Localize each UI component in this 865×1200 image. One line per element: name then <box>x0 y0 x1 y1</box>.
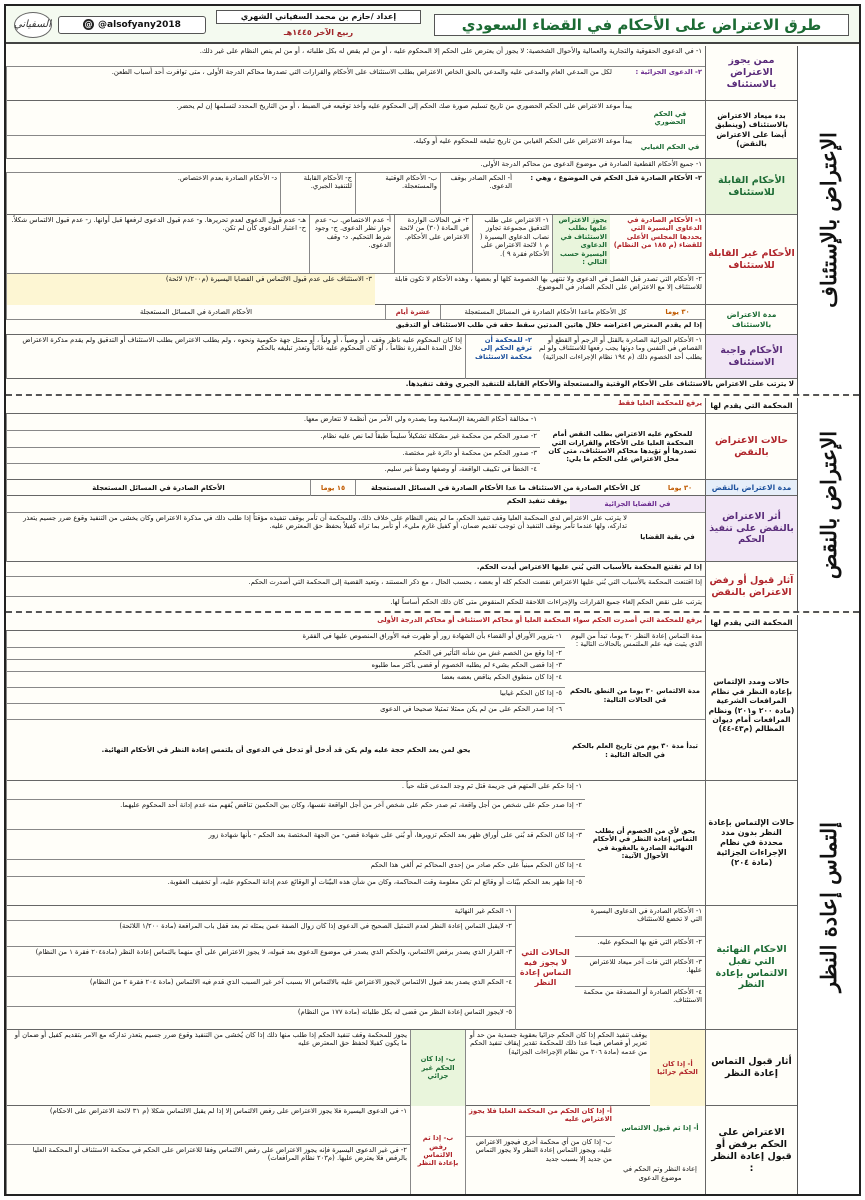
row-reconsideration-final <box>6 906 797 1030</box>
deadline-label: بدء ميعاد الاعتراض بالاستئناف (وينطبق أيضا على الاعتراض بالنقض) <box>705 101 797 158</box>
period-10-text: الأحكام الصادرة في المسائل المستعجلة <box>6 305 385 319</box>
presence-label: في الحكم الحضوري <box>653 109 687 126</box>
not-allowed-label: الحالات التي لا يجوز فيه التماس إعادة النظر <box>515 906 575 1030</box>
page-title: طرق الاعتراض على الأحكام في القضاء السعودي <box>434 14 849 36</box>
cassation-cases-label: حالات الاعتراض بالنقض <box>705 414 797 479</box>
period-note: إذا لم يقدم المعترض اعتراضه خلال هاتين المدتين سقط حقه في طلب الاستئناف أو التدقيق <box>6 319 705 335</box>
non-appealable-cases: ٢- في الحالات الواردة في المادة (٣٠) من لائحة الاعتراض على الأحكام. <box>394 215 472 273</box>
cassation-outcome-1: إذا لم تقتنع المحكمة بالأسباب التي بُني عليها الاعتراض أيدت الحكم. <box>476 563 702 571</box>
prepared-by: إعداد /حازم بن محمد السفياني الشهري <box>216 10 421 24</box>
row-cassation-period <box>6 480 797 496</box>
cassation-criminal: يوقف تنفيذ الحكم <box>6 496 570 512</box>
rejection-b2: ٢- في غير الدعوى اليسيرة فإنه يجوز الاعتراض على رفض الالتماس وفقا للاعتراض على الحكم في محكمة الاستئناف أو المحكمة العليا بالرفض فلا يعترض عليها. (م٢٠٣ نظام المرافعات) <box>6 1144 410 1196</box>
criminal-case-1: ١- إذا حكم على المتهم في جريمة قتل ثم وجد المدعى قتله حياً . <box>6 781 585 799</box>
cassation-effect-label: أثر الاعتراض بالنقض على تنفيذ الحكم <box>705 496 797 561</box>
rejection-b-label: ب- إذا تم رفض الالتماس بإعادة النظر <box>410 1106 465 1196</box>
mandatory-line1: ١- الأحكام الجزائية الصادرة بالقتل أو الرجم أو القطع أو القصاص في النفس وما دونها يجب رفعها للاستئناف ولو لم يطلب أحد الخصوم ذلك (م ١٩٤ نظام الإجراءات الجزائية) <box>539 336 702 361</box>
who-label: ممن يجوز الاعتراض بالاستئناف <box>705 46 797 100</box>
reconsideration-court-label: المحكمة التي يقدم لها <box>705 615 797 630</box>
cassation-court-label: المحكمة التي يقدم لها <box>705 398 797 413</box>
mandatory-line2-text: إذا كان المحكوم عليه ناظر وقف ، أو وصياً ، أو ولياً ، أو ممثل جهة حكومية ونحوه ، ولم يطلب الاعتراض بطلب الاستئناف أو التدقيق ولم يقدم مذكرة الاعتراض خلال المدة المقررة نظاماً ، أو كان المحكوم عليه غائباً وتعذر تبليغه بالحكم <box>6 335 465 379</box>
absence-label: في الحكم الغيابي <box>635 135 705 159</box>
who-line1: ١- في الدعوى الحقوقية والتجارية والعمالية والأحوال الشخصية: لا يجوز أن يعترض على الحكم إلا المحكوم عليه ، أو من لم يقض له بكل طلباته ، أو من لم ينص النظام على غير ذلك. <box>199 47 702 55</box>
rejection-label: الاعتراض على الحكم برفض أو قبول إعادة النظر : <box>705 1106 797 1196</box>
not-allowed-3: ٣- القرار الذي يصدر برفض الالتماس، والحكم الذي يصدر في موضوع الدعوى بعد قبوله، لا يجوز الاعتراض على أي منهما بالتماس إعادة النظر (مادة٢٠٤ فقرة ١ من النظام) <box>6 946 515 976</box>
effect-a: يوقف تنفيذ الحكم إذا كان الحكم جزائيا بعقوبة جسدية من حد أو تعزير أو قصاص فيما عدا ذلك للمحكمة تقدير إيقاف تنفيذ الحكم من عدمه (مادة ٢٠٦ من نظام الإجراءات الجزائية) <box>465 1030 650 1106</box>
section-reconsideration <box>6 615 859 1196</box>
reconsideration-case-5: ٥- إذا كان الحكم غيابيا <box>6 687 565 703</box>
period-10: عشرة أيام <box>385 305 440 319</box>
row-mandatory-appeal <box>6 335 797 379</box>
period-30: ٣٠ يوما <box>665 307 690 316</box>
non-appealable-label: الأحكام غير القابلة للاستئناف <box>705 215 797 304</box>
appealable-item-2: ب- الأحكام الوقتية والمستعجلة. <box>355 172 440 215</box>
signature-logo: ﺍﻟﺴﻔﻴﺎﻧﻲ <box>14 12 52 38</box>
at-icon: @ <box>84 20 93 29</box>
cassation-outcome-label: آثار قبول أو رفض الاعتراض بالنقض <box>705 562 797 611</box>
reconsideration-final-label: الاحكام النهائية التي تقبل الالتماس بإعادة النظر <box>705 906 797 1029</box>
poster <box>4 4 861 1196</box>
presence-text: يبدأ موعد الاعتراض على الحكم الحضوري من تاريخ تسليم صورة صك الحكم إلى المحكوم عليه وأخذ توقيعه في الضبط ، أو من التاريخ المحدد لتسلمها إن لم يحضر. <box>6 101 635 135</box>
date-label: ربيع الآخر ١٤٤٥هـ <box>283 28 354 37</box>
criminal-case-5: ٥- إذا ظهر بعد الحكم بيّنات أو وقائع لم تكن معلومة وقت المحاكمة، وكان من شأن هذه البيّنات أو الوقائع عدم إدانة المحكوم عليه، أو تخفيف العقوبة. <box>6 876 585 906</box>
cassation-criminal-label: في القضايا الجزائية <box>570 496 705 512</box>
not-allowed-4: ٤- الحكم الذي يصدر بعد قبول الالتماس لايجوز الاعتراض عليه بالالتماس الا بسبب آخر غير السبب الذي قدم فيه الالتماس (مادة ٢٠٤ فقرة ٢ من النظام) <box>6 976 515 1006</box>
cassation-case-3: ٣- صدور الحكم من محكمة أو دائرة غير مختصة. <box>6 447 540 463</box>
criminal-case-4: ٤- إذا كان الحكم مبنياً على حكم صادر من إحدى المحاكم ثم ألغي هذا الحكم <box>6 859 585 876</box>
non-appealable-line2: ٢- الأحكام التي تصدر قبل الفصل في الدعوى ولا تنتهي بها الخصومة كلها أو بعضها ، وهذه الأحكام لا تكون قابلة للاستئناف إلا مع الاعتراض على الحكم الصادر في الموضوع. <box>375 273 705 305</box>
cassation-outcome-2: إذا اقتنعت المحكمة بالأسباب التي بُني عليها الاعتراض نقضت الحكم كله أو بعضه ، بحسب الحال ، مع ذكر المستند ، وتعيد القضية إلى المحكمة التي أصدرت الحكم. <box>6 576 705 596</box>
reconsideration-period2: مدة الالتماس ٣٠ يوما من النطق بالحكم في الحالات التالية: <box>565 671 705 719</box>
appealable-item-1: أ- الحكم الصادر بوقف الدعوى. <box>440 172 515 215</box>
rejection-a-label: أ- إذا تم قبول الالتماس <box>621 1124 699 1133</box>
section-label-cassation: الإعتراض بالنقض <box>797 398 859 611</box>
effect-b-label: ب- إذا كان الحكم غير جزائي <box>410 1030 465 1106</box>
reconsideration-case-2: ٢- إذا وقع من الخصم غش من شأنه التأثير في الحكم <box>6 647 565 659</box>
cassation-period-15-text: الأحكام الصادرة في المسائل المستعجلة <box>6 480 310 496</box>
row-reconsideration-court <box>6 615 797 631</box>
effect-b: يجوز للمحكمة وقف تنفيذ الحكم إذا طلب منها ذلك إذا كان يُخشى من التنفيذ وقوع ضرر جسيم يتعذر تداركه مع الامر بتقديم كفيل أو ضمان أو ما يكون كفيلا لحفظ حق المعترض عليه <box>6 1030 410 1106</box>
not-allowed-1: ١- الحكم غير النهائية <box>6 906 515 920</box>
reconsideration-case-3: ٣- إذا قضى الحكم بشيء لم يطلبه الخصوم أو قضى بأكثر مما طلبوه <box>6 659 565 671</box>
cassation-period-30-text: كل الأحكام الصادرة من الاستئناف ما عدا الأحكام الصادرة في المسائل المستعجلة <box>355 480 655 496</box>
row-cassation-cases <box>6 414 797 480</box>
reconsideration-case-1: ١- بتزوير الأوراق أو القضاء بأن الشهادة زور أو ظهرت فيه الأوراق المنصوص عليها في الفقرة <box>6 631 565 647</box>
final-item-4: ٤- الأحكام الصادرة أو المصدقة من محكمة الاستئناف. <box>575 986 705 1030</box>
non-appealable-line1: ١- الأحكام الصادرة في الدعاوى اليسيرة التي يحددها المجلس الأعلى للقضاء (م ١٨٥ من النظام) <box>613 216 702 250</box>
appealable-item-3: ج- الأحكام القابلة للتنفيذ الجبري. <box>280 172 355 215</box>
cassation-period-30: ٣٠ يوما <box>667 483 693 492</box>
reconsideration-cases-label: حالات ومدد الإلتماس بإعادة النظر في نظام المرافعات الشرعية (مادة ٢٠٠ و٢٠١) ونظام المرافعات أمام ديوان المظالم (م٤٣-٤٤) <box>705 631 797 780</box>
row-reconsideration-cases <box>6 631 797 781</box>
social-handle <box>58 16 206 34</box>
section-label-reconsideration: إلتماس إعادة النظر <box>797 615 859 1196</box>
non-appealable-others: أ- عدم الاختصاص. ب- عدم جواز نظر الدعوى. ج- وجود شرط التحكيم. د- وقف الدعوى. <box>309 215 394 273</box>
section-appeal <box>6 46 859 396</box>
reconsideration-effect-label: أثار قبول التماس إعادة النظر <box>705 1030 797 1105</box>
cassation-case-2: ٢- صدور الحكم من محكمة غير مشكلة تشكيلاً سليماً طبقاً لما نص عليه نظام. <box>6 430 540 447</box>
criminal-case-2: ٢- إذا صدر حكم على شخص من أجل واقعة، ثم صدر حكم على شخص آخر من أجل الواقعة نفسها، وكان بين الحكمين تناقض يُفهم منه عدم إدانة أحد المحكوم عليهما. <box>6 799 585 829</box>
appealable-label: الأحكام القابلة للاستئناف <box>705 159 797 214</box>
cassation-cases-intro: للمحكوم عليه الاعتراض بطلب النقض أمام المحكمة العليا على الأحكام والقرارات التي تصدرها أو تؤيدها محاكم الاستئناف، متى كان محل الاعتراض على الحكم ما يلي: <box>548 430 697 464</box>
row-reconsideration-rejection <box>6 1106 797 1196</box>
not-allowed-5: ٥- لايجوز التماس إعادة النظر من قضى له بكل طلباته (مادة ١٧٧ من النظام) <box>6 1006 515 1030</box>
appealable-item-4: د- الأحكام الصادرة بعدم الاختصاص. <box>6 172 280 215</box>
not-allowed-2: ٢- لايقبل التماس إعادة النظر لعدم التمثيل الصحيح في الدعوى إذا كان زوال الصفة عمن يمثله تم بعد قفل باب المرافعة (مادة ١/٢٠٠ اللائحة) <box>6 920 515 946</box>
final-item-3: ٣- الأحكام التي فات آخر ميعاد للاعتراض عليها. <box>575 956 705 986</box>
cassation-period-label: مدة الاعتراض بالنقض <box>705 480 797 495</box>
row-non-appealable <box>6 215 797 305</box>
cassation-case-4: ٤- الخطأ في تكييف الواقعة، أو وصفها وصفاً غير سليم. <box>6 463 540 480</box>
final-item-2: ٢- الأحكام التي قنع بها المحكوم عليه. <box>575 936 705 956</box>
who-line2: لكل من المدعي العام والمدعى عليه والمدعي بالحق الخاص الاعتراض بطلب الاستئناف على الأحكام والقرارات التي تصدرها محاكم الدرجة الأولى ، متى توافرت أحد أسباب الطعن. <box>6 66 615 101</box>
appeal-period-label: مدة الاعتراض بالاستئناف <box>705 305 797 334</box>
reconsideration-case-6: ٦- إذا صدر الحكم على من لم يكن ممثلا تمثيلا صحيحا في الدعوى <box>6 703 565 719</box>
row-who-may-appeal <box>6 46 797 101</box>
reconsideration-case-4: ٤- إذا كان منطوق الحكم يناقض بعضه بعضا <box>6 671 565 687</box>
rejection-a2: ب- إذا كان من أي محكمة أخرى فيجوز الاعتراض عليه، ويجوز التماس إعادة النظر ولا يجوز التماس من جديد إلا بسبب جديد <box>465 1136 615 1196</box>
cassation-outcome-3: يترتب على نقض الحكم إلغاء جميع القرارات والإجراءات اللاحقة للحكم المنقوض متى كان ذلك الحكم أساساً لها. <box>6 596 705 611</box>
row-cassation-effect <box>6 496 797 562</box>
cassation-period-15: ١٥ يوما <box>310 480 355 496</box>
reconsideration-criminal-label: حالات الإلتماس بإعادة النظر بدون مدد محددة في نظام الإجراءات الجزائية (مادة ٢٠٤) <box>705 781 797 905</box>
appealable-line1: ١- جميع الأحكام القطعية الصادرة في موضوع الدعوى من محاكم الدرجة الأولى. <box>480 160 702 168</box>
mandatory-label: الأحكام واجبة الاستئناف <box>705 335 797 378</box>
row-reconsideration-effect <box>6 1030 797 1106</box>
rejection-a: إعادة النظر وتم الحكم في موضوع الدعوى <box>623 1165 697 1182</box>
row-deadline <box>6 101 797 159</box>
row-reconsideration-criminal <box>6 781 797 906</box>
cassation-court: يرفع للمحكمة العليا فقط <box>618 399 702 407</box>
non-appealable-objection: ١- الاعتراض على طلب التدقيق مجموعة تجاوز نصاب الدعاوى اليسيرة ( م ١ لائحة الاعتراض على الأحكام فقرة ٩ ). <box>472 215 552 273</box>
appeal-footer-note: لا يترتب على الاعتراض بالاستئناف على الأحكام الوقتية والمستعجلة والأحكام القابلة للتنفيذ الجبري وقف تنفيذها. <box>405 380 794 388</box>
reconsideration-court: يرفع للمحكمة التي أصدرت الحكم سواء المحكمة العليا أو محاكم الاستئناف أو محاكم الدرجة الأولى <box>377 616 702 624</box>
rejection-b1: ١- في الدعوى اليسيرة فلا يجوز الاعتراض على رفض الالتماس إلا إذا لم يقبل الالتماس شكلا (م ٣١ لائحة الاعتراض على الاحكام) <box>6 1106 410 1144</box>
row-appeal-period <box>6 305 797 335</box>
mandatory-line2: ٢- للمحكمة أن ترفع الحكم إلى محكمة الاستئناف <box>465 335 535 379</box>
reconsideration-case-7: يحق لمن يعد الحكم حجة عليه ولم يكن قد أدخل أو تدخل في الدعوى أن يلتمس إعادة النظر في الأحكام النهائية. <box>6 719 565 781</box>
header <box>6 6 859 44</box>
rejection-a-text: أ- إذا كان الحكم من المحكمة العليا فلا يجوز الاعتراض عليه <box>465 1106 615 1136</box>
effect-a-label: أ- إذا كان الحكم جزائيا <box>650 1030 705 1106</box>
final-item-1: ١- الأحكام الصادرة في الدعاوى اليسيرة التي لا تخضع للاستئناف <box>590 907 702 924</box>
non-appealable-note: يجوز الاعتراض عليها بطلب الاستئناف في الدعاوى اليسيرة حسب التالي : <box>552 215 610 273</box>
row-cassation-outcome <box>6 562 797 611</box>
cassation-other: لا يترتب على الاعتراض لدى المحكمة العليا وقف تنفيذ الحكم، ما لم ينص النظام على خلاف ذلك، وللمحكمة أن تأمر بوقف تنفيذه مؤقتاً إذا طلب ذلك في مذكرة الاعتراض وكان يخشى من التنفيذ وقوع ضرر جسيم يتعذر تداركه، ولها عندما تأمر بوقف التنفيذ أن توجب تقديم ضمان، أو كفيل غارم مليء، أو تأمر بما تراه كفيلاً بحفظ حق المعترض عليه. <box>6 512 630 562</box>
reconsideration-period1: مدة التماس إعادة النظر ٣٠ يوما، تبدأ من اليوم الذي يثبت فيه علم الملتمس بالحالات التالية : <box>571 632 702 649</box>
appealable-line2: ٢- الأحكام الصادرة قبل الحكم في الموضوع ، وهي : <box>515 172 705 215</box>
cassation-other-label: في بقية القضايا <box>630 512 705 562</box>
section-cassation <box>6 398 859 613</box>
who-line2-label: ٢- الدعوى الجزائية : <box>615 66 705 101</box>
reconsideration-criminal-intro: يحق لأي من الخصوم أن يطلب التماس إعادة النظر في الأحكام النهائية الصادرة بالعقوبة في الأحوال الآتية: <box>592 826 698 860</box>
row-cassation-court <box>6 398 797 414</box>
reconsideration-period3: تبدأ مدة ٣٠ يوم من تاريخ العلم بالحكم في الحالة التالية : <box>565 719 705 781</box>
period-30-text: كل الأحكام ماعدا الأحكام الصادرة في المسائل المستعجلة <box>440 305 650 319</box>
row-appealable <box>6 159 797 215</box>
criminal-case-3: ٣- إذا كان الحكم قد بُني على أوراق ظهر بعد الحكم تزويرها، أو بُني على شهادة قضي- من الجهة المختصة بعد الحكم - بأنها شهادة زور <box>6 829 585 859</box>
section-label-appeal: الإعتراض بالإستئناف <box>797 46 859 394</box>
non-appealable-line3: ٣- الاستئناف على عدم قبول الالتماس في القضايا اليسيرة (م١/٢٠٠ لائحة) <box>6 273 375 305</box>
handle-text: @alsofyany2018 <box>98 20 181 30</box>
cassation-case-1: ١- مخالفة أحكام الشريعة الإسلامية وما يصدره ولي الأمر من أنظمة لا تتعارض معها. <box>6 414 540 430</box>
non-appealable-accept: هـ- عدم قبول الدعوى لعدم تحريرها. و- عدم قبول الدعوى لرفعها قبل أوانها. ز- عدم قبول الالتماس شكلاً. ح- اعتبار الدعوى كأن لم تكن. <box>6 215 309 273</box>
absence-text: يبدأ موعد الاعتراض على الحكم الغيابي من تاريخ تبليغه للمحكوم عليه أو وكيله. <box>6 135 635 159</box>
